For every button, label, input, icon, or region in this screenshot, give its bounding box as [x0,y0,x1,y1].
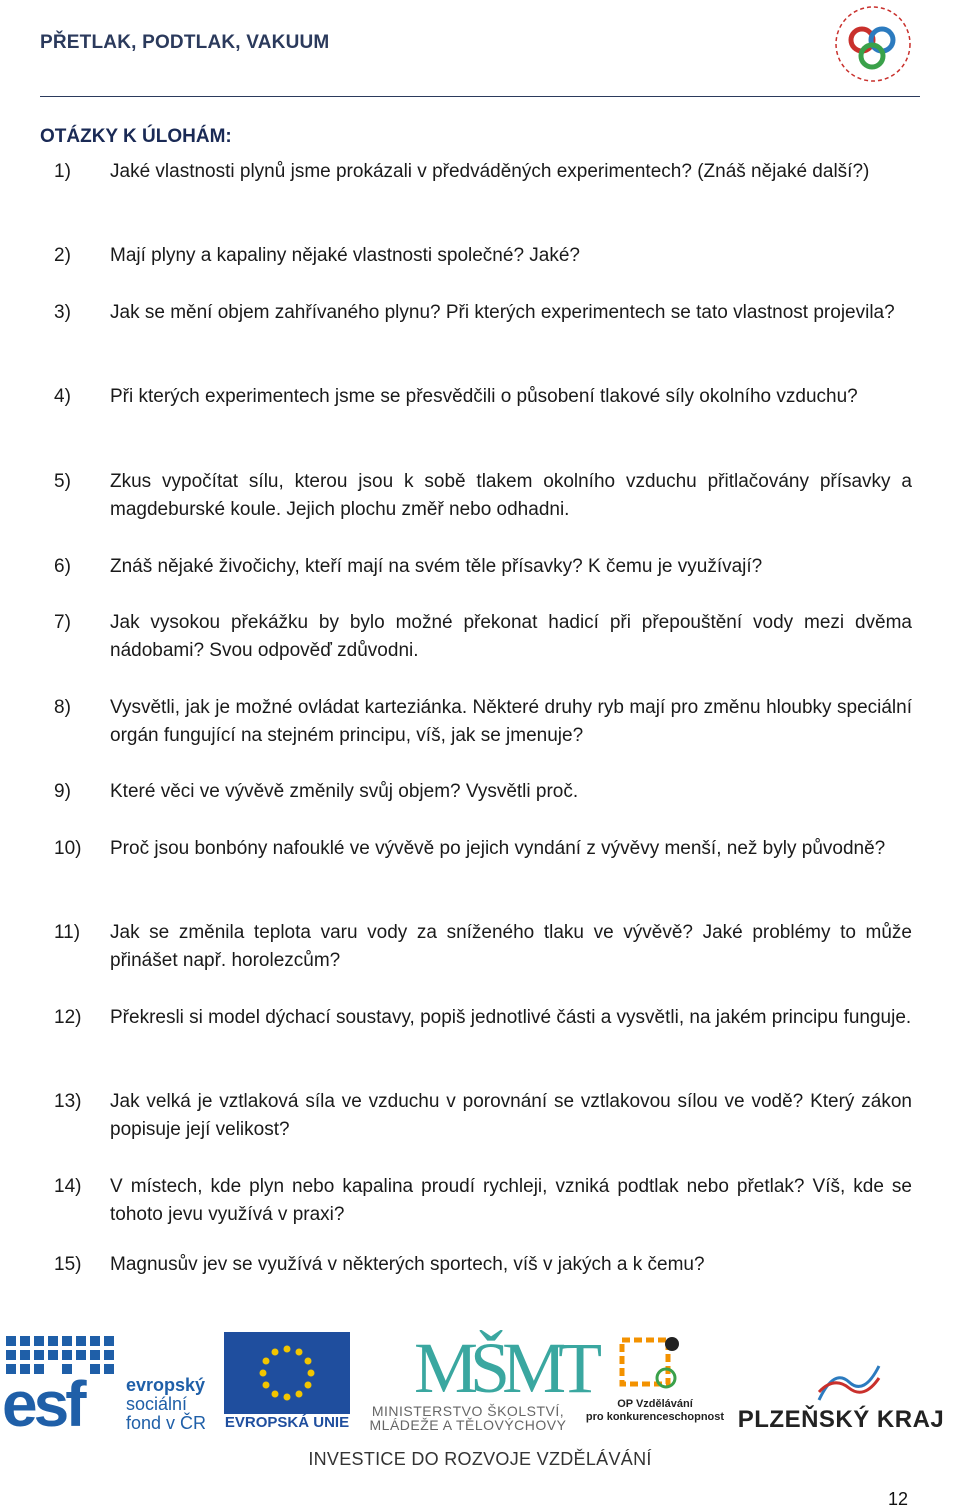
esf-line-3: fond v ČR [126,1413,207,1433]
section-title: OTÁZKY K ÚLOHÁM: [40,126,232,147]
question-number: 5) [54,471,71,492]
question-number: 11) [54,922,81,943]
page-header-title: PŘETLAK, PODTLAK, VAKUUM [40,32,330,53]
question-number: 8) [54,697,71,718]
question-2 [54,242,912,270]
question-number: 7) [54,612,71,633]
msmt-line-1: MINISTERSTVO ŠKOLSTVÍ, [371,1403,565,1419]
question-text: Vysvětli, jak je možné ovládat karteziánka. Některé druhy ryb mají pro změnu hloubky speciální orgán fungující na stejném principu, víš, jak se jmenuje? [110,697,912,746]
question-text: Mají plyny a kapaliny nějaké vlastnosti společné? Jaké? [110,245,580,266]
question-3 [54,299,912,327]
question-number: 3) [54,302,71,323]
question-text: Jak vysokou překážku by bylo možné překonat hadicí při přepouštění vody mezi dvěma nádobami? Svou odpověď zdůvodni. [110,612,912,661]
question-13 [54,1088,912,1144]
question-number: 14) [54,1176,82,1197]
question-number: 6) [54,556,71,577]
question-number: 2) [54,245,71,266]
question-number: 4) [54,386,71,407]
question-10 [54,835,912,863]
question-number: 9) [54,781,71,802]
esf-logo-text [126,1376,206,1433]
question-number: 10) [54,838,82,859]
eu-flag-icon [224,1332,350,1414]
question-9 [54,778,912,806]
esf-line-2: sociální [126,1394,188,1414]
plzensky-kraj-logo-icon [814,1362,884,1404]
question-text: Jak se změnila teplota varu vody za sníženého tlaku ve vývěvě? Jaké problémy to může přinášet např. horolezcům? [110,922,912,971]
plzensky-kraj-label: PLZEŇSKÝ KRAJ [737,1406,945,1433]
question-15 [54,1251,912,1279]
question-text: Znáš nějaké živočichy, kteří mají na svém těle přísavky? K čemu je využívají? [110,556,763,577]
header-divider [40,96,920,97]
msmt-label [358,1404,578,1432]
question-number: 15) [54,1254,82,1275]
question-4 [54,383,912,411]
question-text: V místech, kde plyn nebo kapalina proudí rychleji, vzniká podtlak nebo přetlak? Víš, kde se tohoto jevu využívá v praxi? [110,1176,912,1225]
question-number: 1) [54,161,71,182]
question-number: 12) [54,1007,82,1028]
eu-label: EVROPSKÁ UNIE [224,1414,350,1431]
question-text: Jaké vlastnosti plynů jsme prokázali v předváděných experimentech? (Znáš nějaké další?) [110,161,870,182]
question-6 [54,553,912,581]
esf-line-1: evropský [126,1375,206,1395]
question-7 [54,609,912,665]
question-text: Zkus vypočítat sílu, kterou jsou k sobě tlakem okolního vzduchu přitlačovány přísavky a magdeburské koule. Jejich plochu změř nebo odhadni. [110,471,912,520]
msmt-line-2: MLÁDEŽE A TĚLOVÝCHOVY [369,1417,567,1433]
question-text: Jak velká je vztlaková síla ve vzduchu v porovnání se vztlakovou sílou ve vodě? Který zákon popisuje její velikost? [110,1091,912,1140]
question-text: Magnusův jev se využívá v některých sportech, víš v jakých a k čemu? [110,1254,705,1275]
question-12 [54,1004,912,1032]
question-text: Proč jsou bonbóny nafouklé ve vývěvě po jejich vyndání z vývěvy menší, než byly původně? [110,838,886,859]
op-label [580,1398,730,1424]
svg-text:MŠMT: MŠMT [414,1328,595,1408]
question-text: Překresli si model dýchací soustavy, popiš jednotlivé části a vysvětli, na jakém principu funguje. [110,1007,912,1028]
question-1 [54,158,912,186]
op-line-2: pro konkurenceschopnost [585,1411,725,1423]
question-5 [54,468,912,524]
question-text: Jak se mění objem zahřívaného plynu? Při kterých experimentech se tato vlastnost projevila? [110,302,895,323]
op-line-1: OP Vzdělávání [617,1398,693,1410]
page-number: 12 [888,1489,909,1509]
esf-logo-icon [0,1332,122,1440]
question-text: Které věci ve vývěvě změnily svůj objem? Vysvětli proč. [110,781,579,802]
svg-text:esf: esf [2,1368,83,1440]
question-number: 13) [54,1091,82,1112]
question-11 [54,919,912,975]
investice-slogan: INVESTICE DO ROZVOJE VZDĚLÁVÁNÍ [308,1449,652,1469]
question-14 [54,1173,912,1229]
question-text: Při kterých experimentech jsme se přesvědčili o působení tlakové síly okolního vzduchu? [110,386,858,407]
msmt-logo-icon [412,1326,595,1408]
praktica-vyuka-logo-icon [832,4,914,84]
question-8 [54,694,912,750]
funding-logos [0,1326,960,1440]
op-vzdelavani-logo-icon [614,1330,694,1394]
